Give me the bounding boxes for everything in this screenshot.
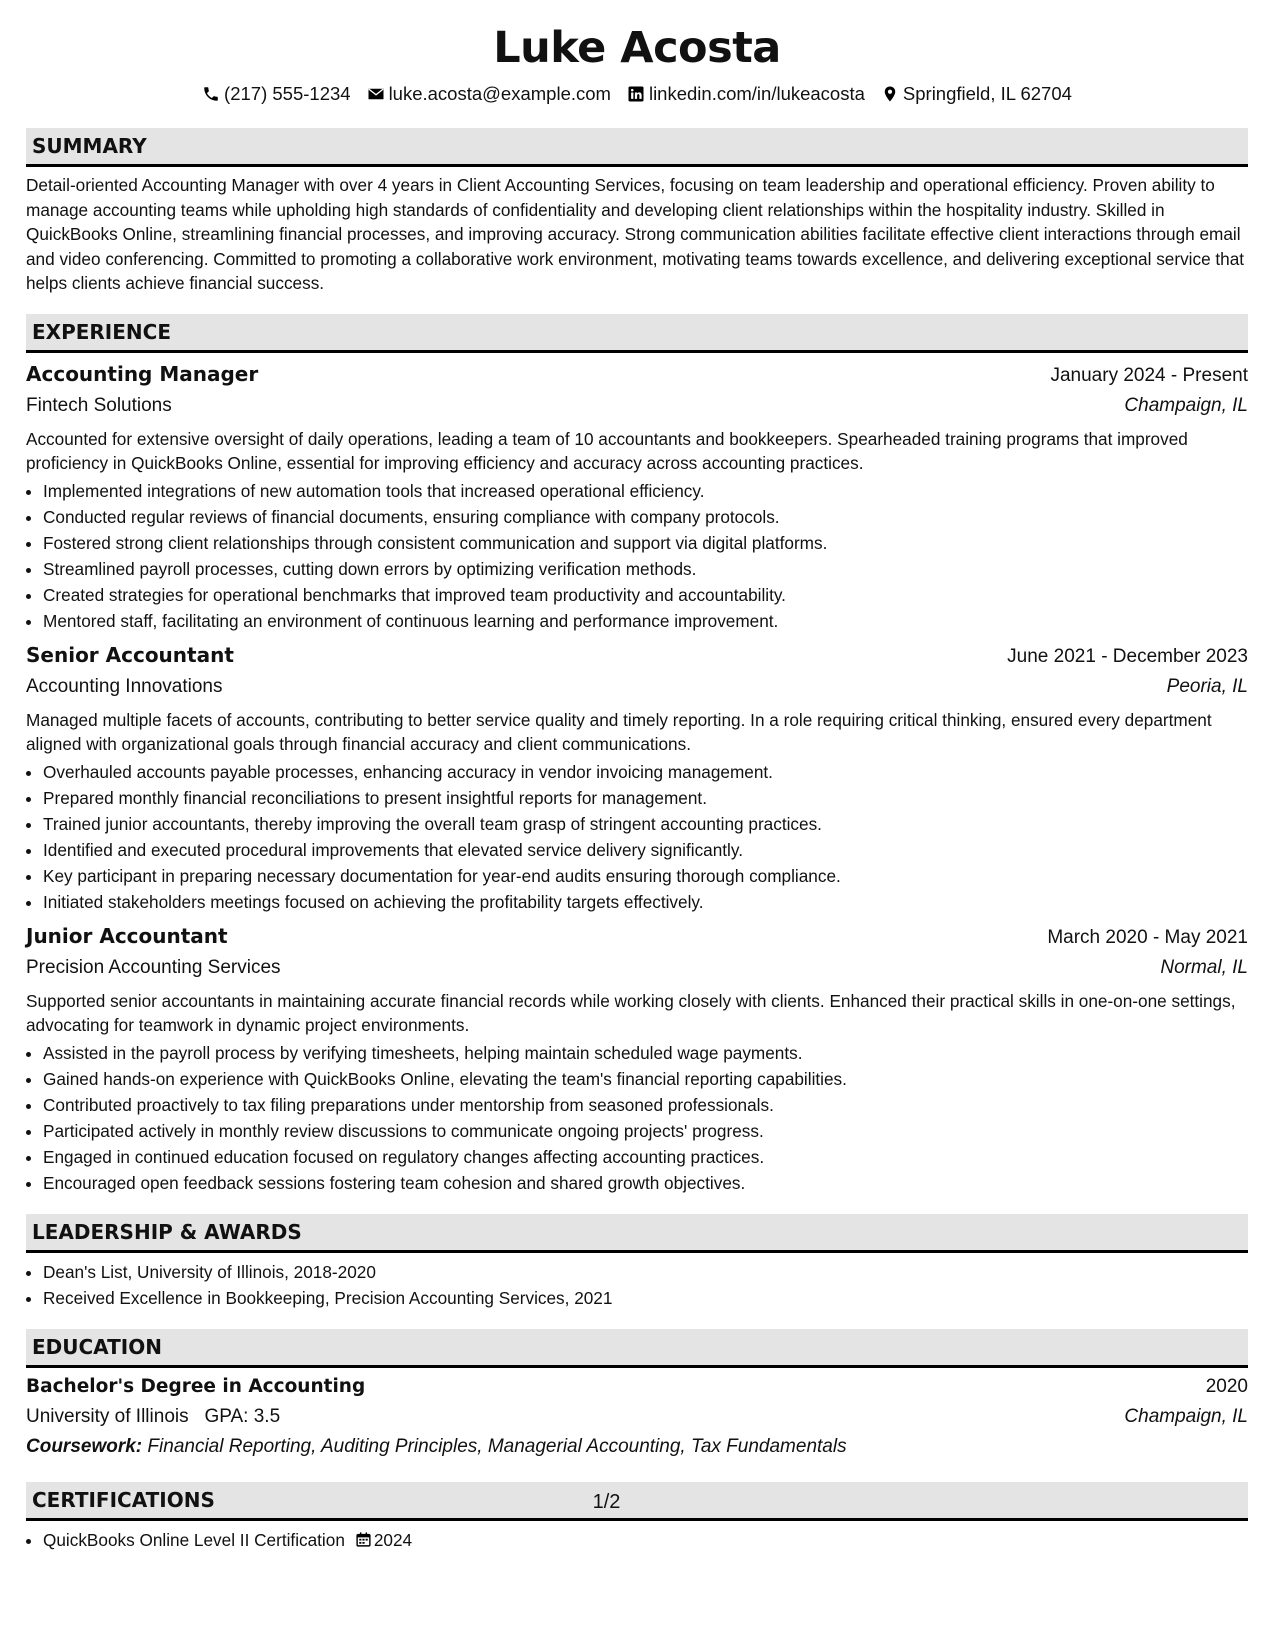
section-heading: CERTIFICATIONS [26,1482,1248,1521]
list-item: • Assisted in the payroll process by verifying timesheets, helping maintain scheduled wage payments. [43,1040,1248,1066]
linkedin-text: linkedin.com/in/lukeacosta [648,83,865,104]
list-item: • Identified and executed procedural improvements that elevated service delivery significantly. [43,837,1248,863]
job-dates: January 2024 - Present [1050,364,1248,386]
contact-bar [26,82,1248,106]
list-item: • Conducted regular reviews of financial documents, ensuring compliance with company protocols. [43,504,1248,530]
list-item: • Key participant in preparing necessary documentation for year-end audits ensuring thorough compliance. [43,863,1248,889]
company-name: Fintech Solutions [26,394,172,416]
school-line [26,1402,280,1432]
section-heading: EDUCATION [26,1329,1248,1368]
company-name: Accounting Innovations [26,675,223,697]
location-text: Springfield, IL 62704 [902,83,1072,104]
graduation-year: 2020 [1205,1375,1248,1397]
school-location: Champaign, IL [1124,1405,1248,1427]
job-dates: March 2020 - May 2021 [1047,926,1248,948]
job-entry [26,359,1248,634]
job-title: Junior Accountant [26,923,228,948]
list-item: • Contributed proactively to tax filing preparations under mentorship from seasoned professionals. [43,1092,1248,1118]
leadership-section [26,1214,1248,1311]
contact-location [881,82,1072,106]
certification-name: QuickBooks Online Level II Certification [43,1529,345,1550]
list-item [43,1527,1248,1553]
list-item: • Implemented integrations of new automation tools that increased operational efficiency. [43,478,1248,504]
envelope-icon [367,85,385,103]
summary-text: Detail-oriented Accounting Manager with over 4 years in Client Accounting Services, focusing on team leadership and operational efficiency. Proven ability to manage accounting teams while upholding high standards of confidentiality and developing client relationships within the hospitality industry. Skilled in QuickBooks Online, streamlining financial processes, and improving accuracy. Strong communication abilities facilitate effective client interactions through email and video conferencing. Committed to promoting a collaborative work environment, motivating teams towards excellence, and delivering exceptional service that helps clients achieve financial success. [26,175,1245,293]
phone-icon [202,85,220,103]
coursework-label: Coursework: [26,1435,143,1457]
list-item: • Mentored staff, facilitating an environment of continuous learning and performance improvement. [43,608,1248,634]
certification-list [26,1527,1248,1553]
certification-year: 2024 [373,1529,413,1550]
job-description: Managed multiple facets of accounts, contributing to better service quality and timely reporting. In a role requiring critical thinking, ensured every department aligned with organizational goals through financial accuracy and client communications. [26,709,1212,754]
coursework-line [26,1432,1248,1462]
education-section [26,1329,1248,1462]
degree-title: Bachelor's Degree in Accounting [26,1375,366,1397]
job-bullets [26,1040,1248,1196]
list-item: • Prepared monthly financial reconciliations to present insightful reports for management. [43,785,1248,811]
job-title: Senior Accountant [26,642,234,667]
job-location: Peoria, IL [1166,675,1248,697]
experience-section [26,314,1248,1196]
list-item: • Overhauled accounts payable processes, enhancing accuracy in vendor invoicing management. [43,759,1248,785]
coursework-text: Financial Reporting, Auditing Principles, Managerial Accounting, Tax Fundamentals [147,1435,847,1457]
job-bullets [26,478,1248,634]
contact-phone[interactable] [202,82,351,106]
job-description: Accounted for extensive oversight of daily operations, leading a team of 10 accountants and bookkeepers. Spearheaded training programs that improved proficiency in QuickBooks Online, essential for improving efficiency and accuracy across accounting practices. [26,428,1188,473]
list-item: • Trained junior accountants, thereby improving the overall team grasp of stringent accounting practices. [43,811,1248,837]
map-marker-icon [881,85,899,103]
resume-page [26,20,1248,1553]
job-location: Champaign, IL [1124,394,1248,416]
calendar-icon [355,1531,372,1548]
contact-linkedin[interactable] [627,82,865,106]
list-item: • Fostered strong client relationships through consistent communication and support via digital platforms. [43,530,1248,556]
list-item: • Dean's List, University of Illinois, 2018-2020 [43,1259,1248,1285]
list-item: • Participated actively in monthly review discussions to communicate ongoing projects' progress. [43,1118,1248,1144]
section-heading: LEADERSHIP & AWARDS [26,1214,1248,1253]
job-entry [26,921,1248,1196]
phone-text: (217) 555-1234 [224,83,351,104]
list-item: • Gained hands-on experience with QuickBooks Online, elevating the team's financial reporting capabilities. [43,1066,1248,1092]
list-item: • Received Excellence in Bookkeeping, Precision Accounting Services, 2021 [43,1285,1248,1311]
job-title: Accounting Manager [26,361,259,386]
list-item: • Initiated stakeholders meetings focused on achieving the profitability targets effectively. [43,889,1248,915]
section-heading: SUMMARY [26,128,1248,167]
candidate-name: Luke Acosta [493,23,781,73]
list-item: • Created strategies for operational benchmarks that improved team productivity and accountability. [43,582,1248,608]
gpa: GPA: 3.5 [204,1405,281,1427]
job-location: Normal, IL [1160,956,1248,978]
job-bullets [26,759,1248,915]
list-item: • Streamlined payroll processes, cutting down errors by optimizing verification methods. [43,556,1248,582]
job-dates: June 2021 - December 2023 [1007,645,1248,667]
award-list [26,1259,1248,1311]
job-description: Supported senior accountants in maintaining accurate financial records while working closely with clients. Enhanced their practical skills in one-on-one settings, advocating for teamwork in dynamic project environments. [26,990,1236,1035]
company-name: Precision Accounting Services [26,956,281,978]
list-item: • Engaged in continued education focused on regulatory changes affecting accounting practices. [43,1144,1248,1170]
summary-section [26,128,1248,296]
list-item: • Encouraged open feedback sessions fostering team cohesion and shared growth objectives. [43,1170,1248,1196]
job-entry [26,640,1248,915]
page-number: 1/2 [592,1491,621,1513]
section-heading: EXPERIENCE [26,314,1248,353]
school-name: University of Illinois [26,1405,189,1427]
contact-email[interactable] [367,82,611,106]
linkedin-icon [627,85,645,103]
email-text: luke.acosta@example.com [388,83,611,104]
